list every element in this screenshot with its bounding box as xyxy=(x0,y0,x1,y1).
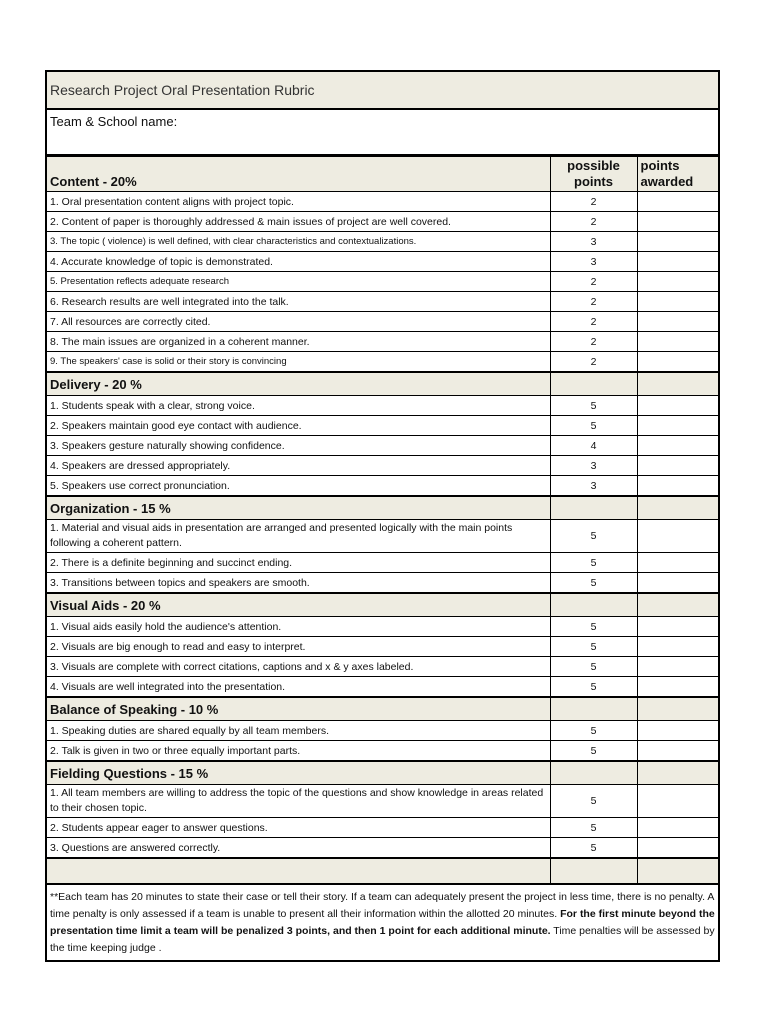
possible-points-value: 5 xyxy=(550,677,637,698)
possible-points-value: 3 xyxy=(550,456,637,476)
rubric-item-text: 5. Presentation reflects adequate research xyxy=(46,272,550,292)
rubric-item-row xyxy=(46,553,719,573)
rubric-item-text: 3. Questions are answered correctly. xyxy=(46,838,550,859)
possible-points-value: 5 xyxy=(550,416,637,436)
rubric-item-row xyxy=(46,272,719,292)
points-awarded-cell[interactable] xyxy=(637,456,719,476)
rubric-item-row xyxy=(46,637,719,657)
section-title: Balance of Speaking - 10 % xyxy=(46,697,550,721)
rubric-item-row xyxy=(46,476,719,497)
possible-points-value: 5 xyxy=(550,637,637,657)
possible-points-value: 3 xyxy=(550,252,637,272)
section-title: Delivery - 20 % xyxy=(46,372,550,396)
rubric-item-row xyxy=(46,436,719,456)
rubric-item-text: 1. All team members are willing to address the topic of the questions and show knowledge in areas related to their chosen topic. xyxy=(46,785,550,818)
points-awarded-cell[interactable] xyxy=(637,617,719,637)
section-title: Organization - 15 % xyxy=(46,496,550,520)
rubric-item-text: 4. Visuals are well integrated into the presentation. xyxy=(46,677,550,698)
points-awarded-cell[interactable] xyxy=(637,212,719,232)
rubric-item-text: 4. Accurate knowledge of topic is demonstrated. xyxy=(46,252,550,272)
points-awarded-cell[interactable] xyxy=(637,520,719,553)
possible-points-value: 5 xyxy=(550,741,637,762)
rubric-item-row xyxy=(46,838,719,859)
possible-points-value: 2 xyxy=(550,272,637,292)
rubric-item-text: 1. Students speak with a clear, strong voice. xyxy=(46,396,550,416)
points-awarded-cell[interactable] xyxy=(637,573,719,594)
rubric-item-text: 8. The main issues are organized in a coherent manner. xyxy=(46,332,550,352)
rubric-item-row xyxy=(46,396,719,416)
points-awarded-blank xyxy=(637,496,719,520)
rubric-item-text: 7. All resources are correctly cited. xyxy=(46,312,550,332)
points-awarded-cell[interactable] xyxy=(637,785,719,818)
rubric-item-text: 5. Speakers use correct pronunciation. xyxy=(46,476,550,497)
rubric-table xyxy=(45,70,720,962)
possible-points-value: 5 xyxy=(550,818,637,838)
rubric-item-row xyxy=(46,573,719,594)
rubric-item-row xyxy=(46,657,719,677)
possible-points-value: 2 xyxy=(550,332,637,352)
possible-points-value: 2 xyxy=(550,192,637,212)
section-header-row xyxy=(46,593,719,617)
points-awarded-cell[interactable] xyxy=(637,272,719,292)
section-title: Content - 20% xyxy=(46,156,550,192)
possible-points-value: 2 xyxy=(550,312,637,332)
possible-points-value: 5 xyxy=(550,785,637,818)
possible-points-blank xyxy=(550,372,637,396)
possible-points-value: 3 xyxy=(550,232,637,252)
rubric-item-text: 3. Visuals are complete with correct citations, captions and x & y axes labeled. xyxy=(46,657,550,677)
points-awarded-header: points awarded xyxy=(637,156,719,192)
time-penalty-note xyxy=(46,884,719,961)
points-awarded-cell[interactable] xyxy=(637,838,719,859)
rubric-item-row xyxy=(46,332,719,352)
rubric-item-text: 2. Speakers maintain good eye contact with audience. xyxy=(46,416,550,436)
rubric-item-row xyxy=(46,818,719,838)
points-awarded-cell[interactable] xyxy=(637,332,719,352)
points-awarded-cell[interactable] xyxy=(637,396,719,416)
points-awarded-cell[interactable] xyxy=(637,476,719,497)
spacer-row xyxy=(46,858,719,884)
page-title: Research Project Oral Presentation Rubric xyxy=(46,71,719,109)
points-awarded-cell[interactable] xyxy=(637,192,719,212)
rubric-item-text: 3. Speakers gesture naturally showing confidence. xyxy=(46,436,550,456)
points-awarded-cell[interactable] xyxy=(637,352,719,373)
possible-points-header: possible points xyxy=(550,156,637,192)
rubric-item-text: 2. Content of paper is thoroughly addressed & main issues of project are well covered. xyxy=(46,212,550,232)
rubric-item-text: 3. The topic ( violence) is well defined, with clear characteristics and contextualizations. xyxy=(46,232,550,252)
possible-points-value: 5 xyxy=(550,657,637,677)
rubric-item-row xyxy=(46,192,719,212)
spacer-cell xyxy=(550,858,637,884)
points-awarded-cell[interactable] xyxy=(637,252,719,272)
possible-points-value: 2 xyxy=(550,292,637,312)
possible-points-value: 2 xyxy=(550,352,637,373)
spacer-cell xyxy=(46,858,550,884)
rubric-item-text: 3. Transitions between topics and speakers are smooth. xyxy=(46,573,550,594)
points-awarded-cell[interactable] xyxy=(637,553,719,573)
points-awarded-cell[interactable] xyxy=(637,292,719,312)
possible-points-blank xyxy=(550,593,637,617)
points-awarded-cell[interactable] xyxy=(637,637,719,657)
points-awarded-blank xyxy=(637,593,719,617)
note-penalty-text: For the first minute beyond the presentation time limit a team will be penalized 3 points, and then 1 point for each additional minute. xyxy=(50,908,715,937)
rubric-item-text: 2. Talk is given in two or three equally important parts. xyxy=(46,741,550,762)
rubric-item-text: 6. Research results are well integrated into the talk. xyxy=(46,292,550,312)
possible-points-value: 5 xyxy=(550,520,637,553)
possible-points-value: 5 xyxy=(550,721,637,741)
note-judge-text: Time penalties will be assessed by the time keeping judge . xyxy=(50,925,715,954)
points-awarded-cell[interactable] xyxy=(637,677,719,698)
points-awarded-cell[interactable] xyxy=(637,818,719,838)
rubric-item-text: 9. The speakers' case is solid or their story is convincing xyxy=(46,352,550,373)
section-header-row xyxy=(46,761,719,785)
points-awarded-cell[interactable] xyxy=(637,741,719,762)
rubric-item-row xyxy=(46,617,719,637)
team-school-name-field[interactable]: Team & School name: xyxy=(46,109,719,156)
section-header-row xyxy=(46,156,719,192)
possible-points-blank xyxy=(550,761,637,785)
rubric-item-row xyxy=(46,352,719,373)
rubric-item-row xyxy=(46,520,719,553)
rubric-item-row xyxy=(46,252,719,272)
possible-points-value: 4 xyxy=(550,436,637,456)
possible-points-value: 3 xyxy=(550,476,637,497)
note-row xyxy=(46,884,719,961)
note-text: **Each team has 20 minutes to state their case or tell their story. If a team can adequately present the project in less time, there is no penalty. A time penalty is only assessed if a team is unable to present all their information within the allotted 20 minutes. xyxy=(50,891,714,920)
rubric-item-text: 1. Material and visual aids in presentation are arranged and presented logically with the main points following a coherent pattern. xyxy=(46,520,550,553)
section-title: Fielding Questions - 15 % xyxy=(46,761,550,785)
possible-points-value: 5 xyxy=(550,573,637,594)
points-awarded-cell[interactable] xyxy=(637,416,719,436)
rubric-item-text: 4. Speakers are dressed appropriately. xyxy=(46,456,550,476)
rubric-item-text: 1. Oral presentation content aligns with project topic. xyxy=(46,192,550,212)
points-awarded-blank xyxy=(637,697,719,721)
rubric-item-row xyxy=(46,416,719,436)
points-awarded-cell[interactable] xyxy=(637,312,719,332)
points-awarded-cell[interactable] xyxy=(637,436,719,456)
rubric-item-row xyxy=(46,292,719,312)
possible-points-value: 5 xyxy=(550,617,637,637)
rubric-item-row xyxy=(46,212,719,232)
points-awarded-cell[interactable] xyxy=(637,232,719,252)
rubric-item-row xyxy=(46,312,719,332)
rubric-item-row xyxy=(46,456,719,476)
rubric-item-text: 2. Students appear eager to answer questions. xyxy=(46,818,550,838)
rubric-item-text: 2. There is a definite beginning and succinct ending. xyxy=(46,553,550,573)
section-header-row xyxy=(46,372,719,396)
section-header-row xyxy=(46,496,719,520)
points-awarded-cell[interactable] xyxy=(637,721,719,741)
rubric-item-text: 1. Visual aids easily hold the audience's attention. xyxy=(46,617,550,637)
points-awarded-cell[interactable] xyxy=(637,657,719,677)
possible-points-value: 5 xyxy=(550,553,637,573)
rubric-item-text: 1. Speaking duties are shared equally by all team members. xyxy=(46,721,550,741)
rubric-item-text: 2. Visuals are big enough to read and easy to interpret. xyxy=(46,637,550,657)
section-title: Visual Aids - 20 % xyxy=(46,593,550,617)
points-awarded-blank xyxy=(637,372,719,396)
rubric-item-row xyxy=(46,721,719,741)
possible-points-value: 5 xyxy=(550,396,637,416)
possible-points-blank xyxy=(550,496,637,520)
rubric-item-row xyxy=(46,785,719,818)
spacer-cell xyxy=(637,858,719,884)
rubric-sheet xyxy=(45,70,718,962)
rubric-item-row xyxy=(46,677,719,698)
section-header-row xyxy=(46,697,719,721)
possible-points-value: 2 xyxy=(550,212,637,232)
rubric-item-row xyxy=(46,232,719,252)
rubric-item-row xyxy=(46,741,719,762)
possible-points-value: 5 xyxy=(550,838,637,859)
points-awarded-blank xyxy=(637,761,719,785)
possible-points-blank xyxy=(550,697,637,721)
